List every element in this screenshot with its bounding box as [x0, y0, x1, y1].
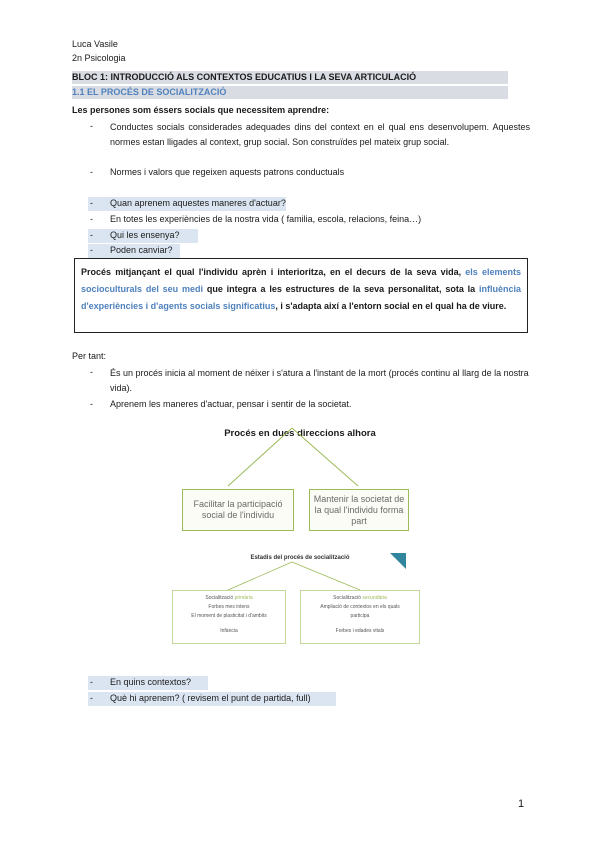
question-item [88, 676, 208, 690]
question-text: Què hi aprenem? ( revisem el punt de partida, full) [110, 693, 311, 703]
list-item-text: És un procés inicia al moment de néixer i s'atura a l'instant de la mort (procés continu al llarg de la nostra vida). [110, 368, 529, 393]
stage-line: participa [350, 613, 370, 619]
list-item-text: Conductes socials considerades adequades dins del context en el qual ens desenvolupem. Aquestes normes estan lligades al context, grup social. Son construïdes pel mateix grup social. [110, 122, 530, 147]
stage-box-primary [172, 590, 286, 644]
stages-title: Estadis del procés de socialització [250, 555, 350, 561]
question-item [88, 692, 336, 706]
dash-marker: - [90, 367, 93, 377]
definition-text: , i s'adapta així a l'entorn social en el qual ha de viure. [275, 301, 507, 311]
dash-marker: - [90, 167, 93, 177]
stage-title-accent: secundària [362, 595, 387, 601]
list-item-text: En totes les experiències de la nostra vida ( familia, escola, relacions, feina…) [110, 214, 422, 224]
intro-text: Les persones som éssers socials que necessitem aprendre: [72, 105, 330, 115]
list-item-text: Normes i valors que regeixen aquests patrons conductuals [110, 167, 345, 177]
diagram-box-right: Mantenir la societat de la qual l'individu forma part [309, 489, 409, 531]
stage-line: Ampliació de contextos en els quals [320, 604, 400, 610]
dash-marker: - [90, 677, 93, 687]
page-number: 1 [518, 798, 525, 810]
connector-line [228, 428, 292, 486]
stage-title: Socialització [205, 595, 235, 601]
connector-line [292, 428, 358, 486]
question-text: Qui les ensenya? [110, 230, 180, 240]
dash-marker: - [90, 214, 93, 224]
stage-title-accent: primària [234, 595, 253, 601]
stage-line: El moment de plasticitat i d'ambits [191, 613, 267, 619]
question-text: Quan aprenem aquestes maneres d'actuar? [110, 198, 286, 208]
dash-marker: - [90, 121, 93, 131]
author-name: Luca Vasile [72, 39, 118, 49]
bloc-title: BLOC 1: INTRODUCCIÓ ALS CONTEXTOS EDUCATIUS I LA SEVA ARTICULACIÓ [72, 71, 508, 84]
connector-line [228, 562, 292, 590]
list-item-text: Aprenem les maneres d'actuar, pensar i sentir de la societat. [110, 399, 352, 409]
subsection-title: 1.1 EL PROCÉS DE SOCIALITZACIÓ [72, 86, 508, 99]
course-name: 2n Psicologia [72, 53, 126, 63]
dash-marker: - [90, 245, 93, 255]
stage-title: Socialització [333, 595, 363, 601]
definition-highlight: els elements socioculturals del seu medi [81, 267, 521, 294]
diagram-box-left: Facilitar la participació social de l'individu [182, 489, 294, 531]
definition-text: que integra a les estructures de la seva personalitat, sota la [203, 284, 479, 294]
dash-marker: - [90, 693, 93, 703]
stage-line: Infància [220, 628, 238, 634]
connector-line [292, 562, 360, 590]
question-text: En quins contextos? [110, 677, 192, 687]
diagram-title: Procés en dues direccions alhora [224, 428, 376, 439]
stage-line: Forbes mes intens [208, 604, 250, 610]
question-text: Poden canviar? [110, 245, 173, 255]
dash-marker: - [90, 399, 93, 409]
dash-marker: - [90, 230, 93, 240]
definition-text: Procés mitjançant el qual l'individu aprèn i interioritza, en el decurs de la seva vida, [81, 267, 466, 277]
stage-box-secondary [300, 590, 420, 644]
dash-marker: - [90, 198, 93, 208]
per-tant-label: Per tant: [72, 351, 107, 361]
stage-line: Forbes i edades vitals [335, 628, 385, 634]
definition-highlight: influència d'experiències i d'agents socials significatius [81, 284, 521, 311]
